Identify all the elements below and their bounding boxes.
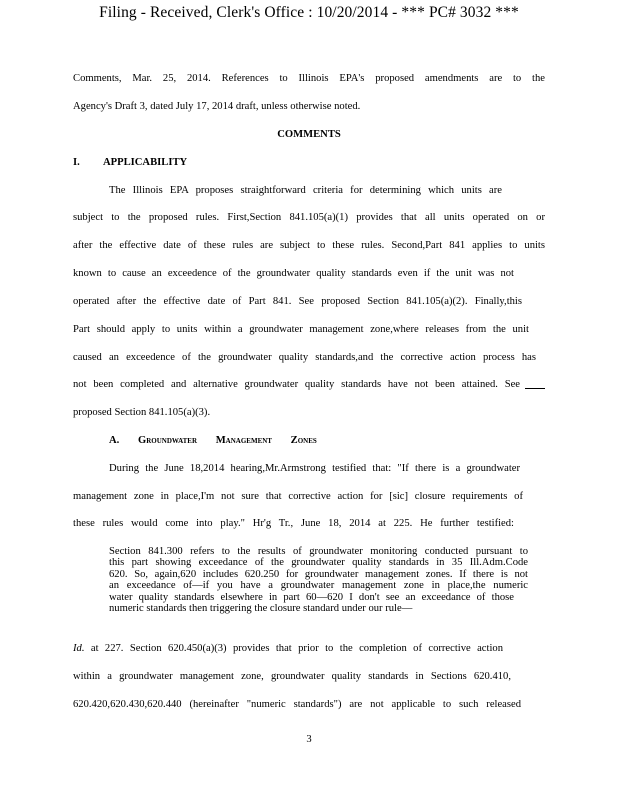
paragraph-line: proposed Section 841.105(a)(3). (73, 407, 211, 418)
subheading-word: Groundwater (137, 435, 198, 446)
subheading-word: Zones (290, 435, 317, 446)
subheading-letter: A. (109, 435, 120, 446)
blank-line (525, 380, 545, 389)
paragraph-line: subject to the proposed rules. First,Section 841.105(a)(1) provides that all units operated on or (73, 212, 545, 223)
quote-line: numeric standards then triggering the closure standard under our rule— (109, 603, 413, 615)
paragraph-line: within a groundwater management zone, groundwater quality standards in Sections 620.410, (73, 671, 511, 682)
subheading-word: Management (215, 435, 272, 446)
paragraph-line: not been completed and alternative groundwater quality standards have not been attained. See (73, 379, 520, 390)
paragraph-line: after the effective date of these rules are subject to these rules. Second,Part 841 applies to units (73, 240, 545, 251)
paragraph-line (73, 643, 503, 654)
paragraph-line: management zone in place,I'm not sure that corrective action for [sic] closure requirements of (73, 491, 523, 502)
quote-line: Section 841.300 refers to the results of groundwater monitoring conducted pursuant to (109, 546, 528, 557)
paragraph-line-text: at 227. Section 620.450(a)(3) provides that prior to the completion of corrective action (84, 643, 503, 654)
paragraph-line: 620.420,620.430,620.440 (hereinafter "numeric standards") are not applicable to such released (73, 699, 521, 710)
section-title: APPLICABILITY (103, 157, 188, 168)
page-number: 3 (306, 734, 312, 745)
paragraph-line: operated after the effective date of Part 841. See proposed Section 841.105(a)(2). Finally,this (73, 296, 522, 307)
paragraph-line: these rules would come into play." Hr'g Tr., June 18, 2014 at 225. He further testified: (73, 518, 514, 529)
filing-stamp: Filing - Received, Clerk's Office : 10/20/2014 - *** PC# 3032 *** (99, 4, 519, 21)
paragraph-line: known to cause an exceedence of the groundwater quality standards even if the unit was not (73, 268, 514, 279)
section-number: I. (73, 157, 80, 168)
subheading-groundwater-management-zones (109, 435, 333, 446)
id-citation: Id. (73, 643, 85, 654)
intro-line-1: Comments, Mar. 25, 2014. References to Illinois EPA's proposed amendments are to the (73, 73, 545, 84)
section-heading-applicability (73, 157, 187, 168)
paragraph-line: The Illinois EPA proposes straightforward criteria for determining which units are (109, 185, 502, 196)
quote-line: an exceedance of—if you have a groundwater management zone in place,the numeric (109, 580, 528, 592)
intro-line-2: Agency's Draft 3, dated July 17, 2014 draft, unless otherwise noted. (73, 101, 361, 112)
quote-line: water quality standards elsewhere in part 60—620 I don't see an exceedance of those (109, 591, 514, 603)
quote-line: 620. So, again,620 includes 620.250 for groundwater management zones. If there is not (109, 568, 528, 580)
quote-line: this part showing exceedance of the groundwater quality standards in 35 Ill.Adm.Code (109, 557, 528, 569)
paragraph-line: During the June 18,2014 hearing,Mr.Armstrong testified that: "If there is a groundwater (109, 463, 520, 474)
comments-heading: COMMENTS (277, 129, 341, 140)
paragraph-line: Part should apply to units within a groundwater management zone,where releases from the unit (73, 324, 529, 335)
block-quote (109, 546, 528, 614)
paragraph-line: caused an exceedence of the groundwater quality standards,and the corrective action process has (73, 352, 536, 363)
